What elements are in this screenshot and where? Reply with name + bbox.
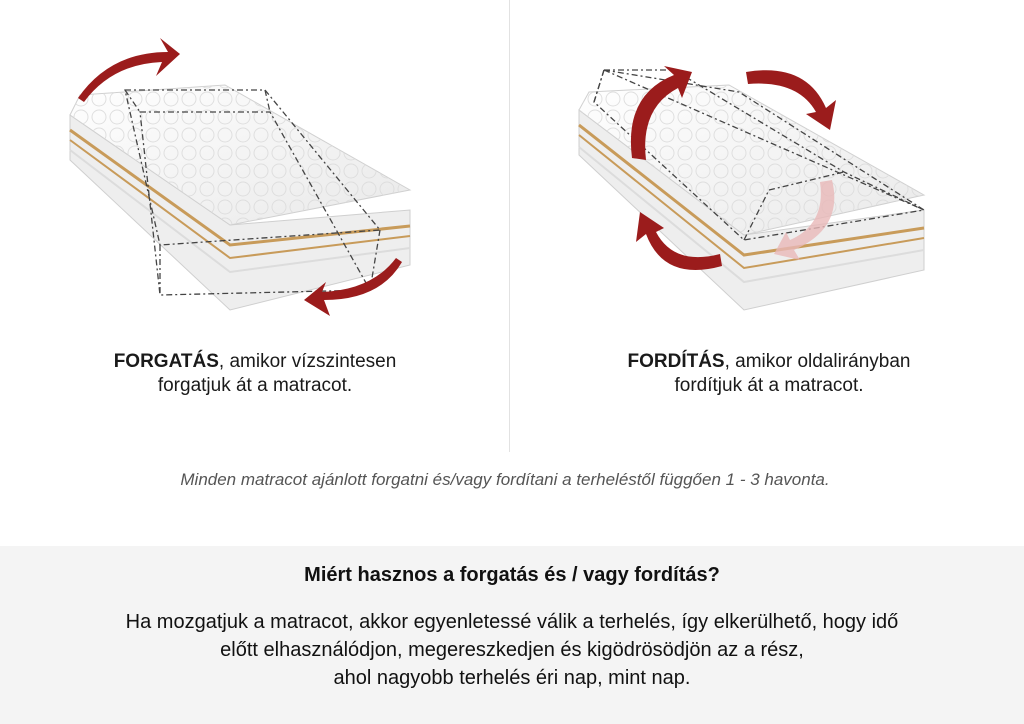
mattress-flip-illustration xyxy=(514,0,1024,340)
rotation-text-line1: , amikor vízszintesen xyxy=(218,351,397,372)
mattress-body xyxy=(579,85,924,310)
faq-question: Miért hasznos a forgatás és / vagy fordítás? xyxy=(304,564,720,586)
flip-text-line2: fordítjuk át a matracot. xyxy=(674,375,864,396)
faq-answer-line: előtt elhasználódjon, megereszkedjen és kigödrösödjön az a rész, xyxy=(220,639,804,661)
mattress-body xyxy=(70,85,410,310)
faq-section xyxy=(0,546,1024,724)
rotation-title: FORGATÁS xyxy=(113,351,219,372)
rotation-caption xyxy=(0,350,510,398)
recommendation-note: Minden matracot ajánlott forgatni és/vagy fordítani a terheléstől függően 1 - 3 havonta. xyxy=(180,470,830,489)
flip-title: FORDÍTÁS xyxy=(627,351,725,372)
flip-text-line1: , amikor oldalirányban xyxy=(724,351,911,372)
faq-answer xyxy=(0,608,1024,692)
mattress-rotate-illustration xyxy=(0,0,510,340)
flip-caption xyxy=(514,350,1024,398)
rotation-panel xyxy=(0,0,510,450)
flip-panel xyxy=(514,0,1024,450)
rotation-text-line2: forgatjuk át a matracot. xyxy=(157,375,353,396)
faq-answer-line: Ha mozgatjuk a matracot, akkor egyenletessé válik a terhelés, így elkerülhető, hogy idő xyxy=(125,611,899,633)
faq-answer-line: ahol nagyobb terhelés éri nap, mint nap. xyxy=(333,667,691,689)
